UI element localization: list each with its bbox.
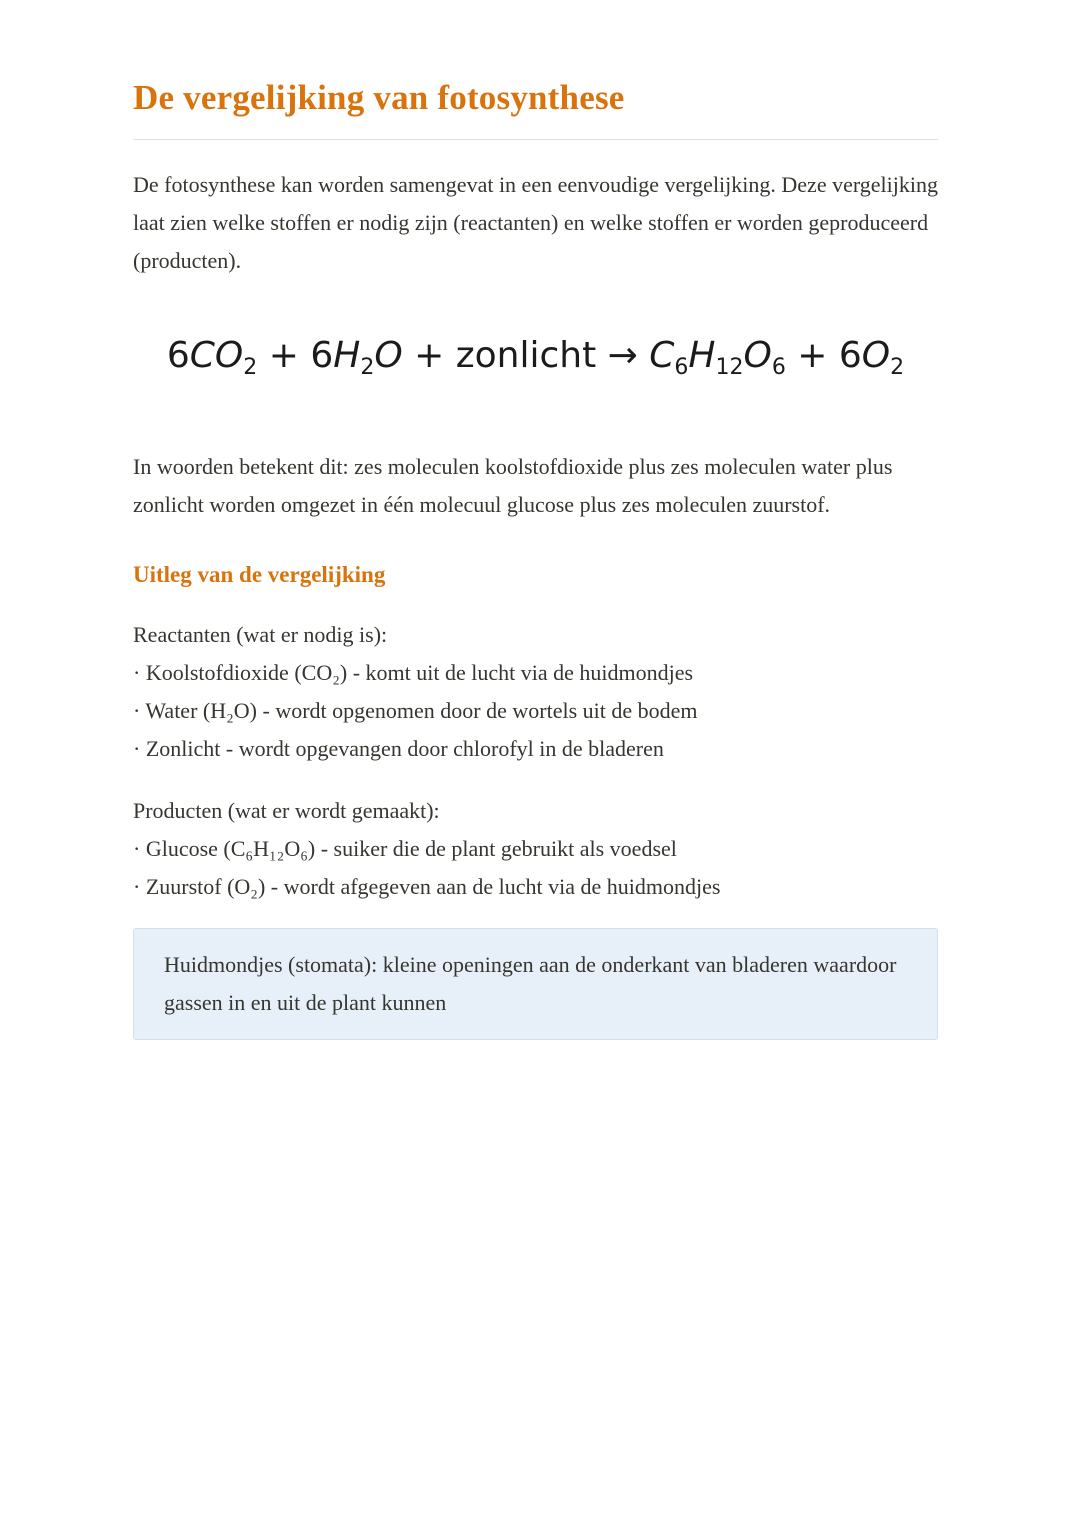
equation-segment: 6 <box>771 355 786 380</box>
in-words-paragraph: In woorden betekent dit: zes moleculen koolstofdioxide plus zes moleculen water plus zonlicht worden omgezet in één molecuul glucose plus zes moleculen zuurstof. <box>133 454 893 517</box>
products-section <box>133 792 938 906</box>
photosynthesis-equation <box>133 332 938 392</box>
equation-segment: O <box>861 335 891 376</box>
equation-segment: H <box>688 335 716 376</box>
section-subheading: Uitleg van de vergelijking <box>133 562 386 587</box>
equation-segment: zonlicht <box>455 335 597 376</box>
reactants-list <box>133 654 938 768</box>
callout-box <box>133 928 938 1040</box>
page-title: De vergelijking van fotosynthese <box>133 78 625 117</box>
list-item: · Glucose (C₆H₁₂O₆) - suiker die de plant gebruikt als voedsel <box>133 836 677 861</box>
divider <box>133 139 938 140</box>
equation-segment: O <box>374 335 403 376</box>
equation-segment: 12 <box>715 355 744 380</box>
list-item: · Zonlicht - wordt opgevangen door chlorofyl in de bladeren <box>133 736 664 761</box>
equation-segment: 2 <box>243 355 258 380</box>
list-item: · Koolstofdioxide (CO₂) - komt uit de lucht via de huidmondjes <box>133 660 694 685</box>
equation-segment: 2 <box>890 355 905 380</box>
equation-segment: 6 <box>838 335 862 376</box>
equation-segment: → <box>596 335 650 376</box>
callout-text: Huidmondjes (stomata): kleine openingen aan de onderkant van bladeren waardoor gassen in en uit de plant kunnen <box>164 952 897 1015</box>
equation-segment: CO <box>189 335 244 376</box>
reactants-intro: Reactanten (wat er nodig is): <box>133 622 388 647</box>
document-page <box>133 0 938 1040</box>
list-item: · Zuurstof (O₂) - wordt afgegeven aan de lucht via de huidmondjes <box>133 874 721 899</box>
reactants-section <box>133 616 938 768</box>
equation-segment: + <box>257 335 311 376</box>
equation-segment: C <box>649 335 675 376</box>
products-intro: Producten (wat er wordt gemaakt): <box>133 798 440 823</box>
equation-segment: 6 <box>674 355 689 380</box>
intro-paragraph: De fotosynthese kan worden samengevat in een eenvoudige vergelijking. Deze vergelijking laat zien welke stoffen er nodig zijn (reactanten) en welke stoffen er worden geproduceerd (producten). <box>133 172 938 273</box>
equation-segment: 2 <box>360 355 375 380</box>
equation-segment: 6 <box>166 335 190 376</box>
equation-segment: + <box>785 335 839 376</box>
list-item: · Water (H₂O) - wordt opgenomen door de wortels uit de bodem <box>133 698 698 723</box>
products-list <box>133 830 938 906</box>
equation-segment: H <box>333 335 361 376</box>
equation-segment: 6 <box>310 335 334 376</box>
equation-segment: O <box>743 335 772 376</box>
equation-segment: + <box>402 335 456 376</box>
